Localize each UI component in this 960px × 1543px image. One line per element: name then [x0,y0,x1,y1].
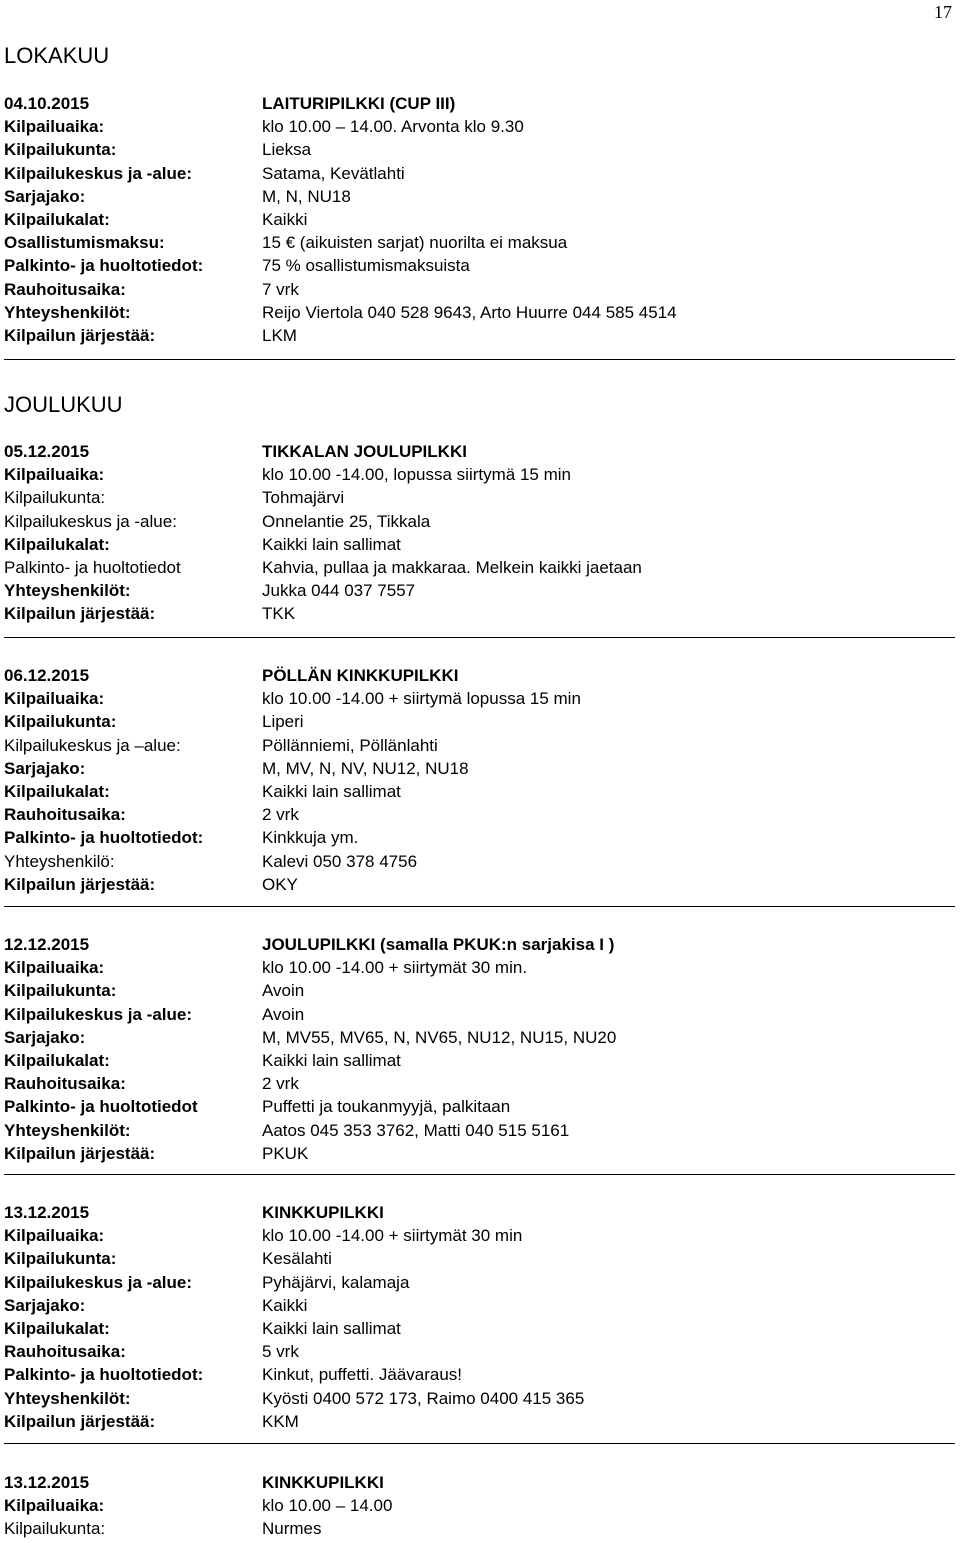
field-label: Sarjajako: [4,1295,86,1315]
field-row [4,1072,954,1095]
field-row [4,1294,954,1317]
event-block [4,1471,954,1541]
field-row [4,1224,954,1247]
field-label: Kilpailukalat: [4,1318,110,1338]
field-value: Kahvia, pullaa ja makkaraa. Melkein kaikki jaetaan [262,557,642,577]
event-title: PÖLLÄN KINKKUPILKKI [262,666,459,685]
field-row [4,185,954,208]
field-label: Kilpailukeskus ja -alue: [4,1004,193,1024]
field-row [4,533,954,556]
field-label: Palkinto- ja huoltotiedot: [4,1365,204,1385]
event-header [4,440,954,463]
field-row [4,1517,954,1540]
field-value: Kalevi 050 378 4756 [262,851,418,871]
field-row [4,1317,954,1340]
field-label: Osallistumismaksu: [4,233,165,253]
field-value: Pöllänniemi, Pöllänlahti [262,735,438,755]
field-row [4,687,954,710]
field-label: Kilpailun järjestää: [4,325,156,345]
field-row [4,780,954,803]
field-row [4,803,954,826]
field-row [4,579,954,602]
field-label: Kilpailukunta: [4,981,117,1001]
field-value: 2 vrk [262,1074,299,1094]
field-label: Rauhoitusaika: [4,1342,126,1362]
divider [4,906,955,907]
field-value: M, MV, N, NV, NU12, NU18 [262,758,469,778]
field-value: 75 % osallistumismaksuista [262,256,470,276]
event-date: 05.12.2015 [4,442,90,461]
field-row [4,850,954,873]
field-value: 2 vrk [262,805,299,825]
field-label: Kilpailukeskus ja -alue: [4,163,193,183]
field-label: Kilpailuaika: [4,1226,105,1246]
field-label: Kilpailukalat: [4,534,110,554]
field-label: Sarjajako: [4,186,86,206]
field-label: Yhteyshenkilöt: [4,581,131,601]
field-label: Kilpailun järjestää: [4,874,156,894]
field-label: Kilpailukeskus ja -alue: [4,511,177,531]
field-value: Reijo Viertola 040 528 9643, Arto Huurre 044 585 4514 [262,302,677,322]
field-row [4,956,954,979]
field-label: Kilpailukunta: [4,1249,117,1269]
field-value: TKK [262,604,296,624]
field-label: Kilpailukunta: [4,1519,106,1539]
field-label: Kilpailuaika: [4,958,105,978]
field-row [4,710,954,733]
field-value: Onnelantie 25, Tikkala [262,511,431,531]
field-value: Aatos 045 353 3762, Matti 040 515 5161 [262,1120,570,1140]
field-row [4,1003,954,1026]
field-label: Palkinto- ja huoltotiedot [4,1097,198,1117]
event-header [4,1471,954,1494]
field-label: Kilpailun järjestää: [4,1411,156,1431]
field-label: Rauhoitusaika: [4,805,126,825]
field-row [4,208,954,231]
field-row [4,1247,954,1270]
field-label: Yhteyshenkilöt: [4,302,131,322]
page-number: 17 [934,2,952,22]
event-date: 12.12.2015 [4,935,90,954]
field-row [4,1271,954,1294]
event-block [4,92,954,347]
field-label: Palkinto- ja huoltotiedot [4,557,181,577]
month-heading-lokakuu: LOKAKUU [4,43,110,68]
event-header [4,664,954,687]
field-row [4,231,954,254]
field-label: Kilpailukalat: [4,781,110,801]
field-row [4,1026,954,1049]
field-row [4,463,954,486]
field-value: Kinkkuja ym. [262,828,359,848]
field-row [4,1363,954,1386]
field-value: klo 10.00 – 14.00. Arvonta klo 9.30 [262,117,524,137]
field-row [4,556,954,579]
divider [4,637,955,638]
field-value: klo 10.00 -14.00 + siirtymät 30 min. [262,958,528,978]
field-label: Kilpailukeskus ja -alue: [4,1272,193,1292]
event-block [4,933,954,1165]
event-title: KINKKUPILKKI [262,1203,384,1222]
field-row [4,1049,954,1072]
field-label: Kilpailun järjestää: [4,604,156,624]
field-row [4,1494,954,1517]
field-row [4,510,954,533]
field-value: Jukka 044 037 7557 [262,581,416,601]
field-label: Kilpailukalat: [4,1050,110,1070]
field-row [4,138,954,161]
field-value: Liperi [262,712,304,732]
field-label: Palkinto- ja huoltotiedot: [4,828,204,848]
field-value: 5 vrk [262,1342,299,1362]
field-label: Kilpailukalat: [4,209,110,229]
field-label: Kilpailuaika: [4,1496,105,1516]
field-label: Rauhoitusaika: [4,279,126,299]
event-title: TIKKALAN JOULUPILKKI [262,442,467,461]
field-value: Nurmes [262,1519,322,1539]
event-date: 13.12.2015 [4,1203,90,1222]
field-value: Satama, Kevätlahti [262,163,405,183]
field-value: Avoin [262,981,305,1001]
field-value: LKM [262,325,297,345]
field-value: OKY [262,874,298,894]
field-value: Pyhäjärvi, kalamaja [262,1272,410,1292]
field-value: klo 10.00 – 14.00 [262,1496,393,1516]
field-label: Palkinto- ja huoltotiedot: [4,256,204,276]
field-value: Kaikki lain sallimat [262,1318,401,1338]
field-row [4,826,954,849]
field-label: Yhteyshenkilö: [4,851,115,871]
field-row [4,254,954,277]
field-label: Kilpailun järjestää: [4,1143,156,1163]
event-header [4,1201,954,1224]
field-row [4,301,954,324]
field-row [4,1387,954,1410]
field-label: Yhteyshenkilöt: [4,1120,131,1140]
field-row [4,1119,954,1142]
event-header [4,933,954,956]
event-block [4,1201,954,1433]
field-value: Kesälahti [262,1249,332,1269]
event-date: 04.10.2015 [4,94,90,113]
field-row [4,602,954,625]
field-label: Kilpailuaika: [4,689,105,709]
field-value: Kinkut, puffetti. Jäävaraus! [262,1365,463,1385]
field-value: 15 € (aikuisten sarjat) nuorilta ei maksua [262,233,568,253]
field-row [4,1340,954,1363]
field-label: Kilpailukunta: [4,712,117,732]
field-row [4,1095,954,1118]
field-value: Kyösti 0400 572 173, Raimo 0400 415 365 [262,1388,585,1408]
divider [4,1443,955,1444]
field-row [4,324,954,347]
divider [4,1174,955,1175]
field-row [4,979,954,1002]
field-value: 7 vrk [262,279,299,299]
event-title: KINKKUPILKKI [262,1473,384,1492]
field-value: klo 10.00 -14.00, lopussa siirtymä 15 min [262,465,571,485]
field-row [4,278,954,301]
event-date: 13.12.2015 [4,1473,90,1492]
field-row [4,1410,954,1433]
field-value: Lieksa [262,140,312,160]
event-block [4,664,954,896]
field-value: Kaikki lain sallimat [262,1050,401,1070]
field-row [4,734,954,757]
field-value: Avoin [262,1004,305,1024]
field-label: Kilpailukunta: [4,488,106,508]
field-value: Kaikki [262,1295,308,1315]
divider [4,359,955,360]
field-row [4,757,954,780]
field-value: Kaikki [262,209,308,229]
event-title: LAITURIPILKKI (CUP III) [262,94,456,113]
field-label: Kilpailuaika: [4,117,105,137]
field-value: klo 10.00 -14.00 + siirtymä lopussa 15 min [262,689,581,709]
field-label: Rauhoitusaika: [4,1074,126,1094]
field-value: KKM [262,1411,299,1431]
field-value: Tohmajärvi [262,488,345,508]
field-label: Sarjajako: [4,758,86,778]
event-block [4,440,954,626]
field-label: Kilpailuaika: [4,465,105,485]
event-header [4,92,954,115]
field-label: Sarjajako: [4,1027,86,1047]
month-heading-joulukuu: JOULUKUU [4,392,123,417]
field-label: Kilpailukunta: [4,140,117,160]
field-label: Yhteyshenkilöt: [4,1388,131,1408]
field-label: Kilpailukeskus ja –alue: [4,735,181,755]
event-title: JOULUPILKKI (samalla PKUK:n sarjakisa I ) [262,935,615,954]
field-value: Puffetti ja toukanmyyjä, palkitaan [262,1097,511,1117]
field-value: M, MV55, MV65, N, NV65, NU12, NU15, NU20 [262,1027,617,1047]
field-row [4,115,954,138]
field-value: klo 10.00 -14.00 + siirtymät 30 min [262,1226,523,1246]
field-value: Kaikki lain sallimat [262,534,401,554]
field-row [4,1142,954,1165]
field-row [4,873,954,896]
field-row [4,162,954,185]
field-value: M, N, NU18 [262,186,351,206]
event-date: 06.12.2015 [4,666,90,685]
field-row [4,486,954,509]
field-value: PKUK [262,1143,309,1163]
field-value: Kaikki lain sallimat [262,781,401,801]
